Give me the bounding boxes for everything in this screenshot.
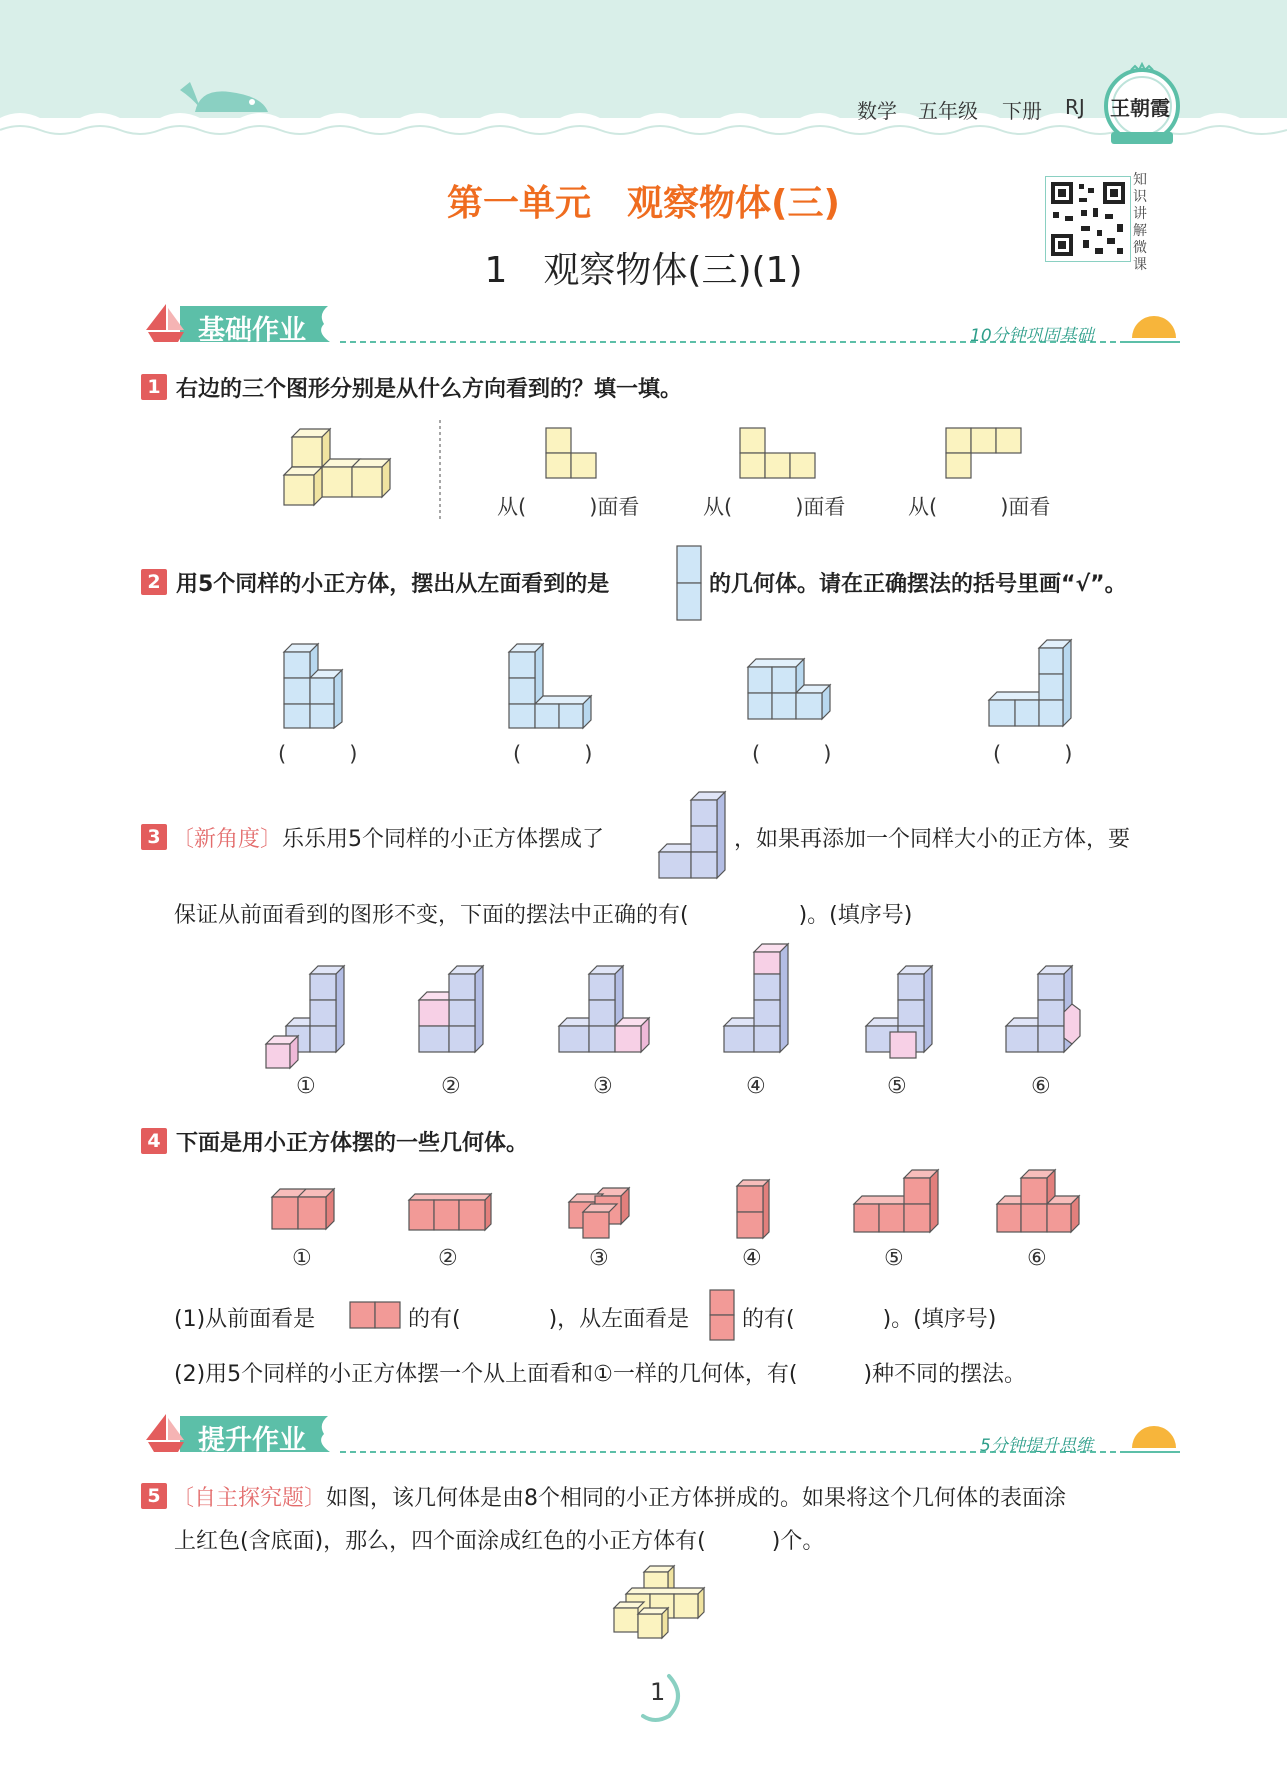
- q2-option-1-figure: [280, 640, 350, 730]
- brand-name: 王朝霞: [1110, 96, 1170, 120]
- q3-label-4: ④: [746, 1074, 766, 1099]
- subject-label: 数学: [857, 99, 897, 123]
- q3-label-5: ⑤: [887, 1074, 907, 1099]
- q5-text-b: 上红色(含底面)，那么，四个面涂成红色的小正方体有( )个。: [174, 1529, 825, 1554]
- question-1-text: 右边的三个图形分别是从什么方向看到的？填一填。: [176, 377, 683, 402]
- q4-label-3: ③: [589, 1246, 609, 1271]
- q3-option-6-figure: [1002, 962, 1084, 1062]
- q4-label-5: ⑤: [884, 1246, 904, 1271]
- q2-answer-1[interactable]: ( ): [278, 742, 358, 766]
- q4-left-view-icon: [708, 1288, 736, 1342]
- q3-text-a: 乐乐用5个同样的小正方体摆成了: [282, 827, 605, 852]
- q3-label-1: ①: [296, 1074, 316, 1099]
- unit-title: 第一单元 观察物体(三): [447, 183, 840, 224]
- q4-label-4: ④: [742, 1246, 762, 1271]
- q2-left-view: [675, 544, 703, 622]
- q4-figure-6: [993, 1168, 1083, 1236]
- qr-code-icon[interactable]: [1045, 176, 1131, 262]
- q2-option-2-figure: [505, 640, 595, 730]
- sunset-icon: [1126, 316, 1180, 342]
- q3-option-4-figure: [720, 940, 795, 1062]
- question-4-number: 4: [141, 1128, 167, 1154]
- q4-figure-2: [405, 1190, 495, 1234]
- q4-part1-c: 的有( )。(填序号): [742, 1307, 997, 1332]
- q4-label-2: ②: [438, 1246, 458, 1271]
- q4-part1-a: (1)从前面看是: [174, 1307, 316, 1332]
- q1-blank-2[interactable]: 从( )面看: [703, 495, 846, 519]
- question-2-text-a: 用5个同样的小正方体，摆出从左面看到的是: [176, 572, 610, 597]
- q5-tag: 〔自主探究题〕: [172, 1486, 327, 1511]
- question-2-text-b: 的几何体。请在正确摆法的括号里画“√”。: [709, 572, 1127, 597]
- q1-divider: [438, 420, 442, 520]
- q3-tag: 〔新角度〕: [172, 827, 283, 852]
- q4-part2: (2)用5个同样的小正方体摆一个从上面看和①一样的几何体，有( )种不同的摆法。: [174, 1362, 1027, 1387]
- q4-front-view-icon: [348, 1300, 402, 1330]
- lesson-title: 1 观察物体(三)(1): [484, 250, 803, 291]
- grade-label: 五年级: [918, 99, 978, 123]
- q4-figure-4: [733, 1176, 773, 1240]
- q4-label-1: ①: [292, 1246, 312, 1271]
- q1-view-a: [544, 426, 600, 480]
- q3-label-6: ⑥: [1031, 1074, 1051, 1099]
- q2-answer-4[interactable]: ( ): [993, 742, 1073, 766]
- sailboat-icon: [146, 1414, 184, 1452]
- sunset-icon: [1126, 1426, 1180, 1452]
- edition-label: RJ: [1065, 95, 1085, 119]
- q3-option-3-figure: [555, 962, 655, 1062]
- q4-label-6: ⑥: [1027, 1246, 1047, 1271]
- page-number: 1: [650, 1678, 666, 1706]
- q1-blank-1[interactable]: 从( )面看: [497, 495, 640, 519]
- question-5-line1: [172, 1481, 1066, 1512]
- q2-option-3-figure: [744, 655, 836, 730]
- q1-view-c: [944, 426, 1024, 480]
- question-3-line1: [172, 822, 604, 853]
- q2-answer-3[interactable]: ( ): [752, 742, 832, 766]
- question-5-number: 5: [141, 1483, 167, 1509]
- q1-view-b: [738, 426, 818, 480]
- sailboat-icon: [146, 304, 184, 342]
- q3-option-5-figure: [862, 962, 942, 1062]
- question-4-text: 下面是用小正方体摆的一些几何体。: [176, 1131, 529, 1156]
- q3-label-2: ②: [441, 1074, 461, 1099]
- section-basic-label: 基础作业: [198, 315, 306, 346]
- volume-label: 下册: [1002, 99, 1042, 123]
- q3-label-3: ③: [593, 1074, 613, 1099]
- q3-text-b: ，如果再添加一个同样大小的正方体，要: [734, 827, 1131, 852]
- q4-figure-5: [850, 1168, 942, 1236]
- q3-base-figure: [655, 788, 730, 883]
- qr-label: 知识讲解微课: [1133, 172, 1147, 273]
- q3-option-1-figure: [262, 962, 352, 1070]
- question-3-number: 3: [141, 824, 167, 850]
- q2-answer-2[interactable]: ( ): [513, 742, 593, 766]
- q5-figure: [610, 1562, 710, 1642]
- q1-solid-figure: [280, 425, 400, 520]
- q3-option-2-figure: [415, 962, 495, 1062]
- q1-blank-3[interactable]: 从( )面看: [908, 495, 1051, 519]
- section-advanced-label: 提升作业: [198, 1425, 306, 1456]
- section-basic-time: 10分钟巩固基础: [970, 326, 1094, 346]
- q3-line2: 保证从前面看到的图形不变，下面的摆法中正确的有( )。(填序号): [174, 903, 913, 928]
- question-2-number: 2: [141, 569, 167, 595]
- q4-part1-b: 的有( )，从左面看是: [408, 1307, 690, 1332]
- q4-figure-1: [268, 1185, 340, 1233]
- header-wave-band: [0, 0, 1287, 150]
- q2-option-4-figure: [985, 636, 1077, 730]
- question-1-number: 1: [141, 374, 167, 400]
- q4-figure-3: [565, 1186, 637, 1242]
- q5-text-a: 如图，该几何体是由8个相同的小正方体拼成的。如果将这个几何体的表面涂: [326, 1486, 1067, 1511]
- section-advanced-time: 5分钟提升思维: [980, 1436, 1093, 1456]
